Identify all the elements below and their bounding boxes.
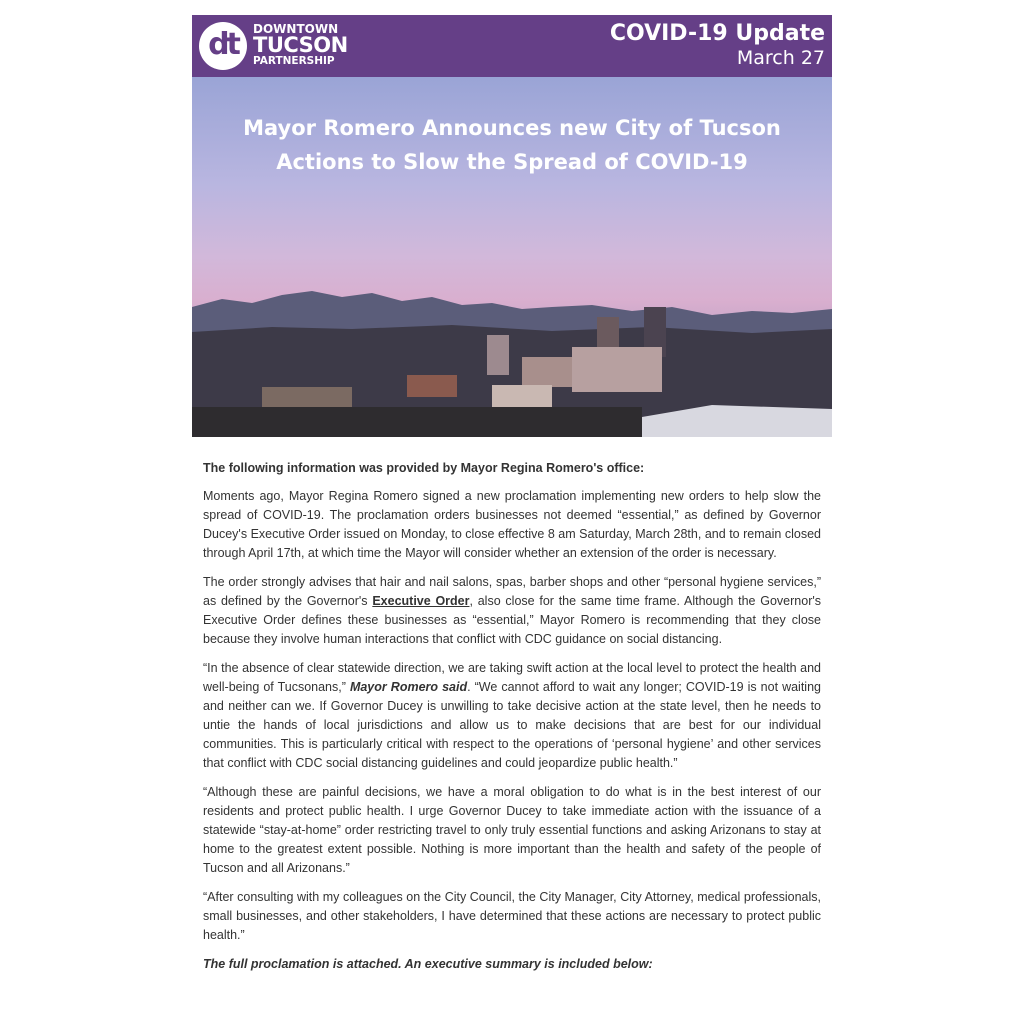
newsletter <box>192 15 832 984</box>
headline-line-2: Actions to Slow the Spread of COVID-19 <box>276 150 748 174</box>
hero-image <box>192 77 832 437</box>
article-body <box>192 459 832 974</box>
hero-headline <box>192 111 832 179</box>
logo-line-3: PARTNERSHIP <box>253 55 335 67</box>
intro-line: The following information was provided by Mayor Regina Romero's office: <box>203 461 645 475</box>
executive-order-link[interactable]: Executive Order <box>372 594 470 608</box>
header-banner <box>192 15 832 77</box>
p2-text-b: , also close for the same time frame. Although the Governor's Executive Order defines these businesses as “essential,” Mayor Romero is recommending that they close because they involve human interactions that conflict with CDC guidance on social distancing. <box>203 594 821 646</box>
headline-line-1: Mayor Romero Announces new City of Tucson <box>243 116 781 140</box>
update-date: March 27 <box>736 47 825 69</box>
paragraph-2 <box>203 573 821 649</box>
update-heading <box>610 21 825 69</box>
attribution: Mayor Romero said <box>349 680 468 694</box>
p2-text-a: The order strongly advises that hair and nail salons, spas, barber shops and other “personal hygiene services,” as defined by the Governor's <box>203 575 821 608</box>
paragraph-1: Moments ago, Mayor Regina Romero signed a new proclamation implementing new orders to help slow the spread of COVID-19. The proclamation orders businesses not deemed “essential,” as defined by Governor Ducey's Executive Order issued on Monday, to close effective 8 am Saturday, March 28th, and to remain closed through April 17th, at which time the Mayor will consider whether an extension of the order is necessary. <box>203 489 821 560</box>
city-skyline-illustration <box>192 287 832 437</box>
p3-text-a: “In the absence of clear statewide direction, we are taking swift action at the local level to protect the health and well-being of Tucsonans,” <box>203 661 821 694</box>
update-title: COVID-19 Update <box>609 21 825 46</box>
logo-text[interactable] <box>253 23 348 67</box>
paragraph-4: “Although these are painful decisions, we have a moral obligation to do what is in the best interest of our residents and protect public health. I urge Governor Ducey to take immediate action with the issuance of a statewide “stay-at-home” order restricting travel to only truly essential functions and asking Arizonans to stay at home to the greatest extent possible. Nothing is more important than the health and safety of the people of Tucson and all Arizonans.” <box>203 785 821 875</box>
paragraph-6: The full proclamation is attached. An executive summary is included below: <box>203 957 653 971</box>
logo-mark[interactable]: dt <box>199 22 247 70</box>
paragraph-3 <box>203 659 821 773</box>
logo-line-2: TUCSON <box>253 33 348 57</box>
logo-line-1: DOWNTOWN <box>253 22 339 36</box>
p3-text-b: . “We cannot afford to wait any longer; COVID-19 is not waiting and neither can we. If Governor Ducey is unwilling to take decisive action at the state level, then he needs to untie the hands of local jurisdictions and allow us to make decisions that are best for our individual communities. This is particularly critical with respect to the operations of ‘personal hygiene’ and other services that conflict with CDC social distancing guidelines and could jeopardize public health.” <box>203 680 821 770</box>
paragraph-5: “After consulting with my colleagues on the City Council, the City Manager, City Attorney, medical professionals, small businesses, and other stakeholders, I have determined that these actions are necessary to protect public health.” <box>203 890 821 942</box>
